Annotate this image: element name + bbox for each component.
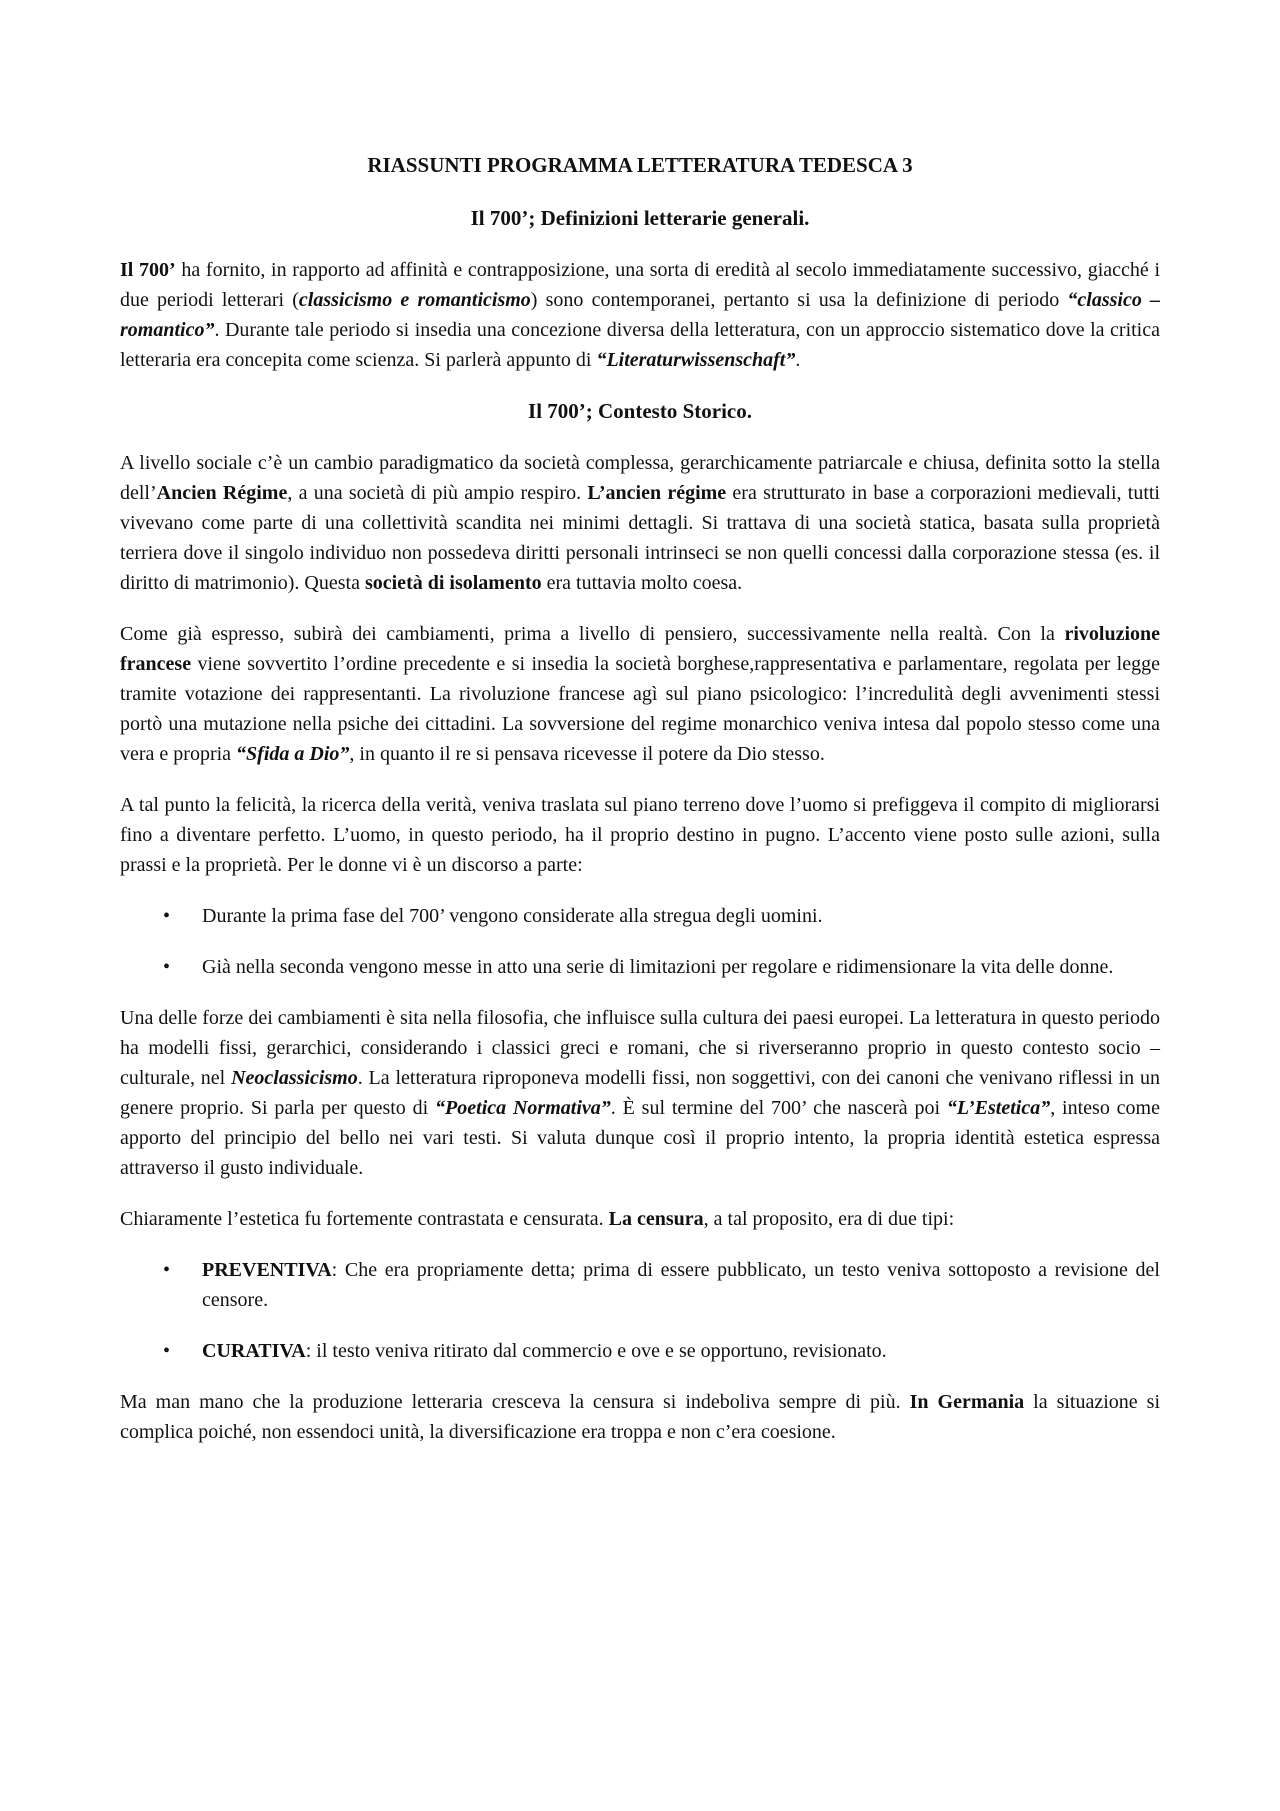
list-item-text: : il testo veniva ritirato dal commercio e ove e se opportuno, revisionato.: [305, 1340, 887, 1362]
list-item: [120, 1255, 1160, 1315]
list-item: [120, 1336, 1160, 1366]
text-run: . La letteratura riproponeva modelli fissi, non soggettivi, con dei canoni che venivano riflessi in un genere proprio. Si parla per questo di: [120, 1067, 1160, 1119]
bold-italic-text: “Poetica Normativa”: [435, 1097, 611, 1119]
text-run: era tuttavia molto coesa.: [541, 572, 743, 594]
bullet-list-censura: [120, 1255, 1160, 1366]
text-run: era strutturato in base a corporazioni medievali, tutti vivevano come parte di una collettività scandita nei minimi dettagli. Si trattava di una società statica, basata sulla proprietà terriera dove il singolo individuo non possedeva diritti personali intrinseci se non quelli concessi dalla corporazione stessa (es. il diritto di matrimonio). Questa: [120, 482, 1160, 594]
text-run: A livello sociale c’è un cambio paradigmatico da società complessa, gerarchicamente patriarcale e chiusa, definita sotto la stella dell’: [120, 452, 1160, 504]
list-item: [120, 901, 1160, 931]
paragraph-felicita: A tal punto la felicità, la ricerca della verità, veniva traslata sul piano terreno dove l’uomo si prefiggeva il compito di migliorarsi fino a diventare perfetto. L’uomo, in questo periodo, ha il proprio destino in pugno. L’accento viene posto sulle azioni, sulla prassi e la proprietà. Per le donne vi è un discorso a parte:: [120, 794, 1160, 876]
text-run: , in quanto il re si pensava ricevesse il potere da Dio stesso.: [349, 743, 825, 765]
text-run: viene sovvertito l’ordine precedente e si insedia la società borghese,rappresentativa e parlamentare, regolata per legge tramite votazione dei rappresentanti. La rivoluzione francese agì sul piano psicologico: l’incredulità degli avvenimenti stessi portò una mutazione nella psiche dei cittadini. La sovversione del regime monarchico veniva intesa dal popolo stesso come una vera e propria: [120, 653, 1160, 765]
bullet-icon: •: [163, 1340, 171, 1362]
text-run: Come già espresso, subirà dei cambiamenti, prima a livello di pensiero, successivamente nella realtà. Con la: [120, 623, 1065, 645]
paragraph-livello-sociale: [120, 448, 1160, 598]
text-run: , a tal proposito, era di due tipi:: [703, 1208, 955, 1230]
text-run: . È sul termine del 700’ che nascerà poi: [610, 1097, 947, 1119]
bold-text: La censura: [608, 1208, 704, 1230]
text-run: Chiaramente l’estetica fu fortemente contrastata e censurata.: [120, 1208, 609, 1230]
text-run: ha fornito, in rapporto ad affinità e contrapposizione, una sorta di eredità al secolo immediatamente successivo, giacché i due periodi letterari (: [120, 259, 1161, 311]
paragraph-rivoluzione: [120, 619, 1160, 769]
list-item-text: : Che era propriamente detta; prima di essere pubblicato, un testo veniva sottoposto a revisione del censore.: [202, 1259, 1160, 1311]
bold-text: società di isolamento: [364, 572, 542, 594]
bold-italic-text: “L’Estetica”: [946, 1097, 1051, 1119]
paragraph-filosofia: [120, 1003, 1160, 1183]
text-run: ) sono contemporanei, pertanto si usa la definizione di periodo: [530, 289, 1068, 311]
bold-text: rivoluzione francese: [120, 623, 1160, 675]
text-run: . Durante tale periodo si insedia una concezione diversa della letteratura, con un approccio sistematico dove la critica letteraria era concepita come scienza. Si parlerà appunto di: [120, 319, 1160, 371]
section-heading-contesto-storico: Il 700’; Contesto Storico.: [528, 399, 752, 423]
bold-italic-text: Neoclassicismo: [231, 1067, 358, 1089]
bullet-icon: •: [163, 905, 171, 927]
section-heading-definizioni: Il 700’; Definizioni letterarie generali.: [470, 206, 810, 230]
bold-italic-text: “Sfida a Dio”: [236, 743, 350, 765]
bold-text: Il 700’: [120, 259, 176, 281]
bullet-icon: •: [163, 1259, 171, 1281]
list-item-label: PREVENTIVA: [202, 1259, 332, 1281]
document-title: RIASSUNTI PROGRAMMA LETTERATURA TEDESCA 3: [367, 153, 913, 177]
document-body: [120, 150, 1160, 1468]
paragraph-censura: [120, 1204, 1160, 1234]
bold-text: In Germania: [909, 1391, 1025, 1413]
text-run: Ma man mano che la produzione letteraria cresceva la censura si indeboliva sempre di più.: [120, 1391, 910, 1413]
text-run: la situazione si complica poiché, non essendoci unità, la diversificazione era troppa e non c’era coesione.: [120, 1391, 1161, 1443]
text-run: Una delle forze dei cambiamenti è sita nella filosofia, che influisce sulla cultura dei paesi europei. La letteratura in questo periodo ha modelli fissi, gerarchici, considerando i classici greci e romani, che si riverseranno proprio in questo contesto socio – culturale, nel: [120, 1007, 1160, 1089]
bold-italic-text: classicismo e romanticismo: [298, 289, 531, 311]
paragraph-germania: [120, 1387, 1160, 1447]
list-item-text: Durante la prima fase del 700’ vengono considerate alla stregua degli uomini.: [202, 905, 823, 927]
bullet-icon: •: [163, 956, 171, 978]
text-run: .: [795, 349, 801, 371]
list-item-text: Già nella seconda vengono messe in atto una serie di limitazioni per regolare e ridimensionare la vita delle donne.: [202, 956, 1114, 978]
bold-italic-text: “Literaturwissenschaft”: [596, 349, 796, 371]
bold-text: L’ancien régime: [587, 482, 727, 504]
bold-text: Ancien Régime: [156, 482, 288, 504]
list-item: [120, 952, 1160, 982]
bold-italic-text: “classico – romantico”: [120, 289, 1160, 341]
text-run: , inteso come apporto del principio del bello nei vari testi. Si valuta dunque così il proprio intento, la propria identità estetica espressa attraverso il gusto individuale.: [120, 1097, 1160, 1179]
bullet-list-donne: [120, 901, 1160, 982]
paragraph-definizioni: [120, 255, 1160, 375]
list-item-label: CURATIVA: [202, 1340, 306, 1362]
text-run: , a una società di più ampio respiro.: [287, 482, 588, 504]
